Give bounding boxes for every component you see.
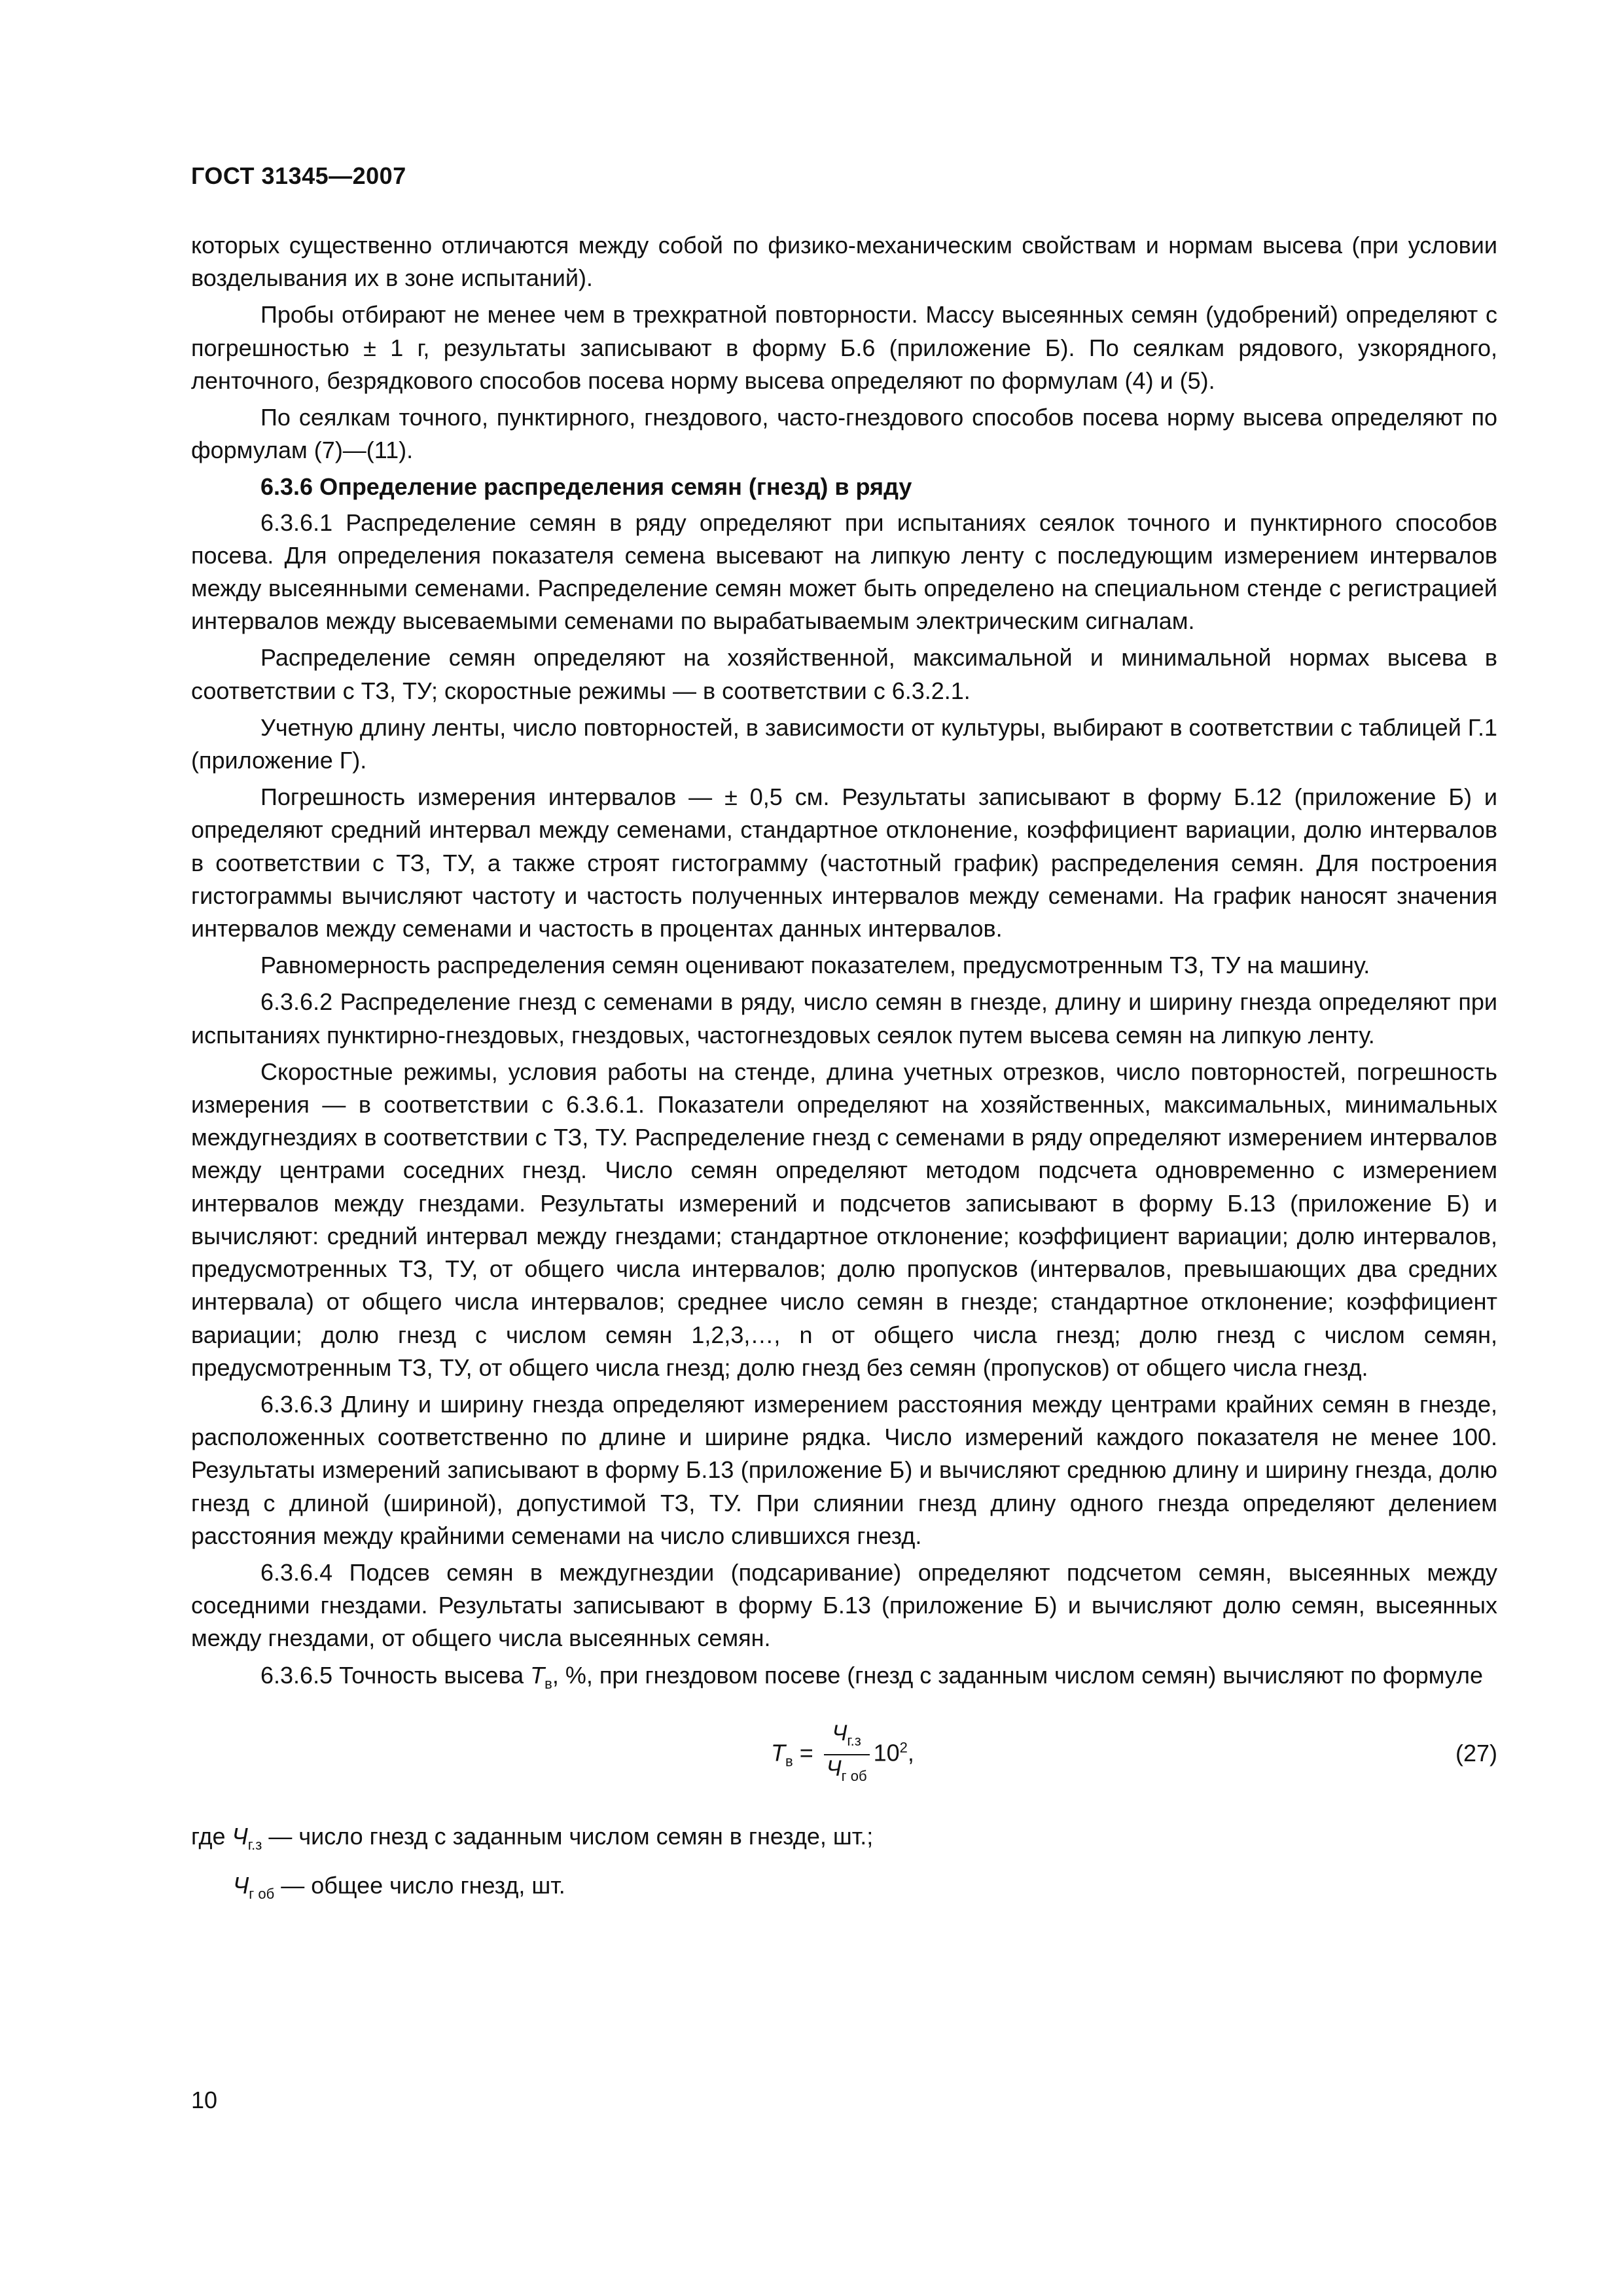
paragraph: Распределение семян определяют на хозяйственной, максимальной и минимальной нормах высева в соответствии с ТЗ, ТУ; скоростные режимы — в соответствии с 6.3.2.1.	[191, 644, 1497, 704]
text: 6.3.6.5 Точность высева	[260, 1661, 531, 1689]
paragraph: Пробы отбирают не менее чем в трехкратной повторности. Массу высеянных семян (удобрений) определяют с погрешностью ± 1 г, результаты записывают в форму Б.6 (приложение Б). По сеялкам рядового, узкорядного, ленточного, безрядкового способов посева норму высева определяют по формулам (4) и (5).	[191, 301, 1497, 394]
text: , %, при гнездовом посеве (гнезд с заданным числом семян) вычисляют по формуле	[552, 1661, 1483, 1689]
paragraph: которых существенно отличаются между собой по физико-механическим свойствам и нормам высева (при условии возделывания их в зоне испытаний).	[191, 232, 1497, 292]
document-body	[191, 229, 1497, 1916]
denominator-subscript: г об	[841, 1767, 867, 1784]
numerator-var: Ч	[832, 1720, 847, 1746]
paragraph: Скоростные режимы, условия работы на стенде, длина учетных отрезков, число повторностей, погрешность измерения — в соответствии с 6.3.6.1. Показатели определяют на хозяйственных, максимальных, минимальных междугнездиях в соответствии с ТЗ, ТУ. Распределение гнезд с семенами в ряду определяют измерением интервалов между центрами соседних гнезд. Число семян определяют методом подсчета одновременно с измерением интервалов между гнездами. Результаты измерений и подсчетов записывают в форму Б.13 (приложение Б) и вычисляют: средний интервал между гнездами; стандартное отклонение; коэффициент вариации; долю интервалов, предусмотренных ТЗ, ТУ, от общего числа интервалов; долю пропусков (интервалов, превышающих два средних интервала) от общего числа интервалов; среднее число семян в гнезде; стандартное отклонение; коэффициент вариации; долю гнезд с числом семян 1,2,3,…, n от общего числа гнезд; долю гнезд с числом семян, предусмотренным ТЗ, ТУ, от общего числа гнезд; долю гнезд без семян (пропусков) от общего числа гнезд.	[191, 1058, 1497, 1381]
variable-subscript: в	[544, 1675, 552, 1692]
paragraph: Погрешность измерения интервалов — ± 0,5 см. Результаты записывают в форму Б.12 (приложение Б) и определяют средний интервал между семенами, стандартное отклонение, коэффициент вариации, долю интервалов в соответствии с ТЗ, ТУ, а также строят гистограмму (частотный график) распределения семян. Для построения гистограммы вычисляют частоту и частость полученных интервалов между семенами. На график наносят значения интервалов между семенами и частость в процентах данных интервалов.	[191, 783, 1497, 942]
denominator-var: Ч	[826, 1755, 842, 1781]
variable-definition: — общее число гнезд, шт.	[274, 1872, 565, 1899]
paragraph: По сеялкам точного, пунктирного, гнездового, часто-гнездового способов посева норму высева определяют по формулам (7)—(11).	[191, 404, 1497, 464]
paragraph: Учетную длину ленты, число повторностей, в зависимости от культуры, выбирают в соответствии с таблицей Г.1 (приложение Г).	[191, 713, 1497, 774]
where-line-2	[191, 1867, 1497, 1912]
variable: Т	[530, 1661, 545, 1689]
formula-27	[191, 1704, 1497, 1816]
numerator-subscript: г.з	[847, 1732, 861, 1749]
page-number: 10	[191, 2087, 218, 2113]
paragraph: 6.3.6.1 Распределение семян в ряду определяют при испытаниях сеялок точного и пунктирного способов посева. Для определения показателя семена высевают на липкую ленту с последующим измерением интервалов между высеянными семенами. Распределение семян может быть определено на специальном стенде с регистрацией интервалов между высеваемыми семенами по вырабатываемым электрическим сигналам.	[191, 509, 1497, 635]
formula-equals: =	[793, 1739, 820, 1767]
where-line-1	[191, 1818, 1497, 1863]
formula-factor: 10	[873, 1739, 900, 1767]
variable: Ч	[232, 1822, 248, 1850]
formula-exponent: 2	[899, 1739, 908, 1756]
paragraph: Равномерность распределения семян оценивают показателем, предусмотренным ТЗ, ТУ на машину.	[260, 952, 1370, 979]
fraction-numerator	[824, 1720, 870, 1755]
formula-fraction	[824, 1720, 870, 1789]
section-heading: 6.3.6 Определение распределения семян (гнезд) в ряду	[260, 473, 912, 501]
formula-tail: ,	[907, 1739, 914, 1767]
paragraph	[191, 1659, 1497, 1700]
paragraph: 6.3.6.4 Подсев семян в междугнездии (подсаривание) определяют подсчетом семян, высеянных между соседними гнездами. Результаты записывают в форму Б.13 (приложение Б) и вычисляют долю семян, высеянных между гнездами, от общего числа высеянных семян.	[191, 1558, 1497, 1652]
variable-subscript: г об	[249, 1886, 275, 1903]
formula-lhs-subscript: в	[785, 1753, 793, 1770]
paragraph: 6.3.6.2 Распределение гнезд с семенами в ряду, число семян в гнезде, длину и ширину гнезда определяют при испытаниях пунктирно-гнездовых, гнездовых, частогнездовых сеялок путем высева семян на липкую ленту.	[191, 988, 1497, 1049]
variable-subscript: г.з	[247, 1837, 262, 1854]
document-header: ГОСТ 31345—2007	[191, 162, 406, 189]
fraction-denominator	[824, 1755, 870, 1789]
formula-expression	[771, 1720, 914, 1789]
paragraph: 6.3.6.3 Длину и ширину гнезда определяют измерением расстояния между центрами крайних семян в гнезде, расположенных соответственно по длине и ширине рядка. Число измерений каждого показателя не менее 100. Результаты измерений записывают в форму Б.13 (приложение Б) и вычисляют среднюю длину и ширину гнезда, долю гнезд с длиной (шириной), допустимой ТЗ, ТУ. При слиянии гнезд длину одного гнезда определяют делением расстояния между крайними семенами на число слившихся гнезд.	[191, 1390, 1497, 1549]
variable-definition: — число гнезд с заданным числом семян в гнезде, шт.;	[262, 1822, 874, 1850]
equation-number: (27)	[1455, 1739, 1497, 1767]
where-prefix: где	[191, 1822, 232, 1850]
formula-lhs: Т	[771, 1739, 785, 1767]
variable: Ч	[233, 1872, 249, 1899]
